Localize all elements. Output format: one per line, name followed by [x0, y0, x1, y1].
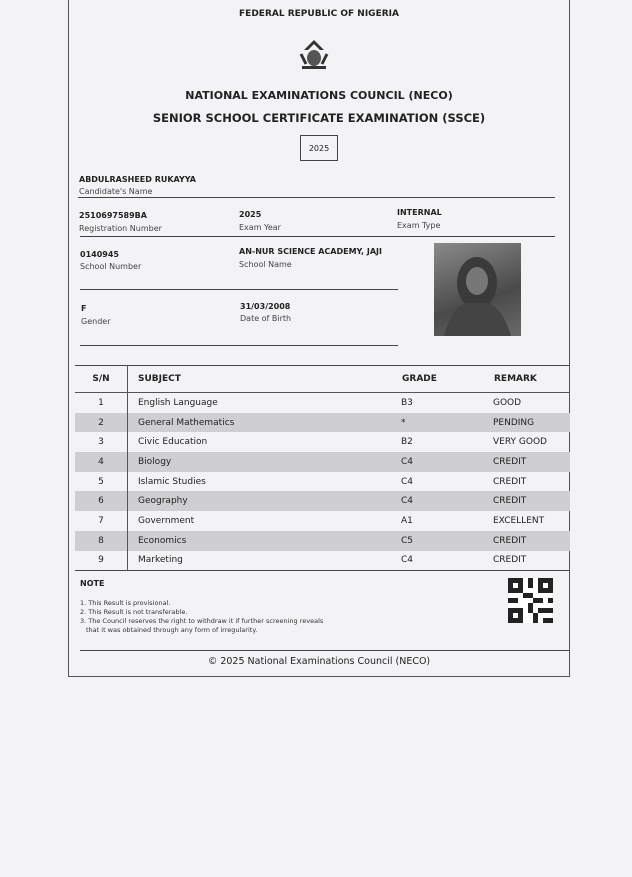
- school-number-label: School Number: [80, 262, 142, 271]
- column-header-grade: GRADE: [401, 366, 493, 393]
- column-header-remark: REMARK: [493, 366, 570, 393]
- table-row: [75, 413, 570, 433]
- table-row: [75, 432, 570, 452]
- gender-label: Gender: [81, 317, 111, 326]
- school-name: AN-NUR SCIENCE ACADEMY, JAJI: [239, 247, 382, 256]
- table-row: [75, 452, 570, 472]
- note-item: 1. This Result is provisional.: [80, 599, 171, 607]
- coat-of-arms-icon: [296, 38, 332, 70]
- cell-grade: C4: [401, 491, 493, 511]
- exam-year-label: Exam Year: [239, 223, 281, 232]
- cell-grade: C4: [401, 452, 493, 472]
- cell-sn: 5: [75, 472, 128, 492]
- cell-grade: B2: [401, 437, 413, 448]
- cell-grade: A1: [401, 515, 413, 526]
- cell-remark: GOOD: [493, 397, 522, 408]
- year-box: 2025: [300, 135, 338, 161]
- date-of-birth: 31/03/2008: [240, 302, 291, 311]
- registration-number-label: Registration Number: [79, 224, 162, 233]
- cell-sn: 7: [75, 511, 128, 531]
- column-header-subject: SUBJECT: [128, 366, 402, 393]
- cell-grade: *: [401, 413, 493, 433]
- cell-sn: 6: [75, 491, 128, 511]
- divider: [80, 650, 570, 651]
- cell-remark: CREDIT: [493, 555, 527, 566]
- cell-sn: 3: [75, 432, 128, 452]
- table-row: [75, 393, 570, 413]
- candidate-name-label: Candidate's Name: [79, 187, 153, 196]
- qr-code-icon: [508, 578, 553, 623]
- cell-grade: B3: [401, 397, 413, 408]
- country-heading: FEDERAL REPUBLIC OF NIGERIA: [239, 9, 399, 19]
- table-header-row: [75, 366, 570, 393]
- cell-subject: Islamic Studies: [138, 476, 206, 487]
- candidate-photo: [434, 243, 521, 336]
- divider: [80, 345, 398, 346]
- cell-remark: PENDING: [493, 413, 570, 433]
- cell-subject: General Mathematics: [128, 413, 402, 433]
- cell-subject: Geography: [128, 491, 402, 511]
- cell-remark: EXCELLENT: [493, 515, 545, 526]
- divider: [80, 236, 555, 237]
- footer-copyright: © 2025 National Examinations Council (NECO): [207, 656, 431, 667]
- table-row: [75, 472, 570, 492]
- school-name-label: School Name: [239, 260, 292, 269]
- gender: F: [81, 304, 87, 313]
- cell-grade: C4: [401, 476, 414, 487]
- divider: [78, 197, 555, 198]
- table-row: [75, 531, 570, 551]
- results-table: [75, 365, 570, 571]
- cell-sn: 4: [75, 452, 128, 472]
- divider: [80, 289, 398, 290]
- cell-remark: CREDIT: [493, 531, 570, 551]
- school-number: 0140945: [80, 250, 119, 259]
- cell-remark: CREDIT: [493, 452, 570, 472]
- cell-sn: 8: [75, 531, 128, 551]
- table-row: [75, 551, 570, 571]
- cell-remark: CREDIT: [493, 491, 570, 511]
- cell-subject: Economics: [128, 531, 402, 551]
- cell-grade: C5: [401, 531, 493, 551]
- cell-subject: English Language: [138, 397, 218, 408]
- cell-subject: Government: [138, 515, 195, 526]
- exam-heading: SENIOR SCHOOL CERTIFICATE EXAMINATION (SSCE): [152, 111, 486, 125]
- column-header-sn: S/N: [75, 366, 128, 393]
- exam-type-label: Exam Type: [397, 221, 441, 230]
- table-row: [75, 511, 570, 531]
- exam-type: INTERNAL: [397, 208, 442, 217]
- registration-number: 2510697589BA: [79, 211, 147, 220]
- cell-grade: C4: [401, 555, 414, 566]
- table-row: [75, 491, 570, 511]
- cell-remark: CREDIT: [493, 476, 527, 487]
- council-heading: NATIONAL EXAMINATIONS COUNCIL (NECO): [185, 89, 453, 102]
- cell-sn: 2: [75, 413, 128, 433]
- exam-year: 2025: [239, 210, 262, 219]
- cell-remark: VERY GOOD: [493, 437, 547, 448]
- date-of-birth-label: Date of Birth: [240, 314, 292, 323]
- note-title: NOTE: [80, 579, 105, 588]
- cell-sn: 9: [75, 551, 128, 571]
- cell-subject: Civic Education: [138, 437, 208, 448]
- candidate-name: ABDULRASHEED RUKAYYA: [79, 175, 196, 184]
- cell-sn: 1: [75, 393, 128, 413]
- cell-subject: Marketing: [138, 555, 183, 566]
- note-item: that it was obtained through any form of irregularity.: [86, 626, 258, 634]
- note-item: 3. The Council reserves the right to withdraw it if further screening reveals: [80, 617, 324, 625]
- cell-subject: Biology: [128, 452, 402, 472]
- note-item: 2. This Result is not transferable.: [80, 608, 188, 616]
